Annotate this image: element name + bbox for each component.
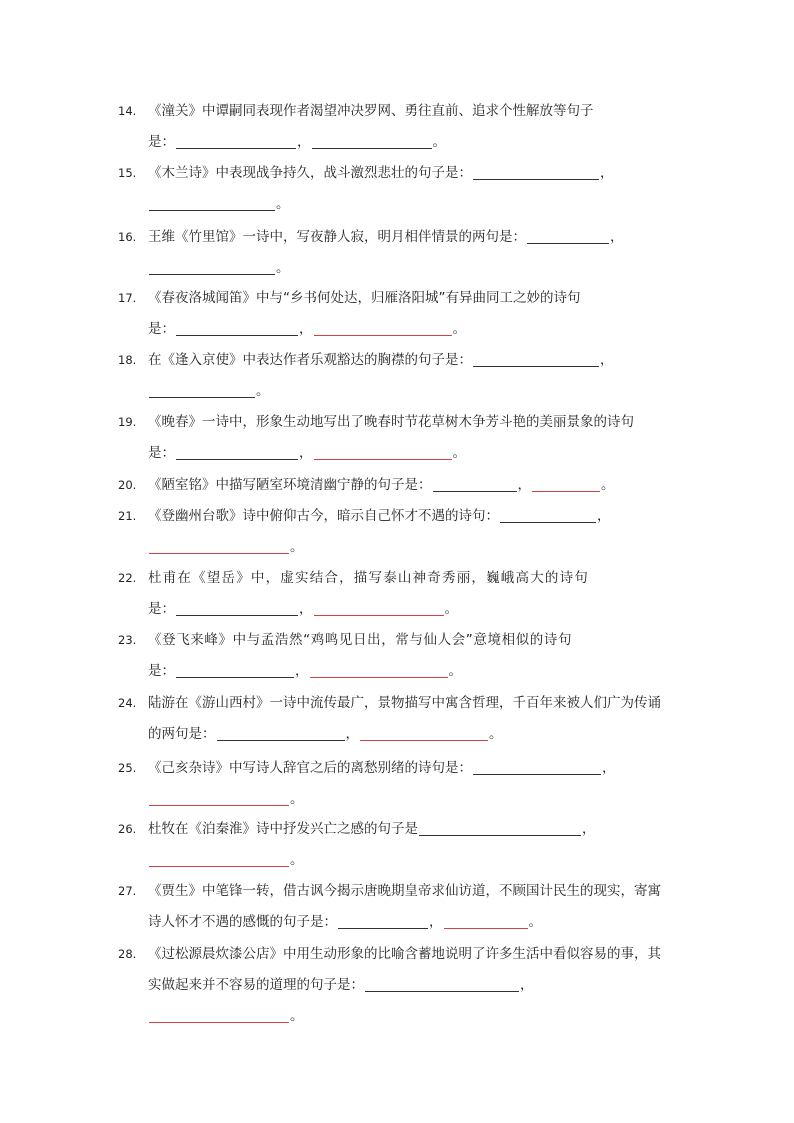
question-text-cont: 是： — [148, 321, 175, 337]
answer-blank[interactable] — [149, 537, 289, 554]
question-text: 杜甫在《望岳》中，虚实结合，描写泰山神奇秀丽，巍峨高大的诗句 — [148, 570, 589, 586]
question-text: 《过松源晨炊漆公店》中用生动形象的比喻含蓄地说明了许多生活中看似容易的事，其 — [148, 946, 661, 962]
terminator: 。 — [452, 445, 466, 461]
question-number: 14. — [118, 104, 137, 118]
answer-blank[interactable] — [149, 850, 289, 867]
terminator: 。 — [601, 477, 615, 493]
answer-blank[interactable] — [314, 443, 452, 460]
question-24 — [118, 688, 678, 750]
question-23 — [118, 625, 678, 687]
question-number: 20. — [118, 478, 137, 492]
separator: ， — [517, 477, 531, 493]
question-17 — [118, 283, 678, 345]
terminator: 。 — [276, 260, 290, 276]
terminator: 。 — [290, 791, 304, 807]
answer-blank[interactable] — [314, 599, 444, 616]
terminator: 。 — [256, 383, 270, 399]
question-number: 15. — [118, 166, 137, 180]
answer-blank[interactable] — [527, 227, 609, 244]
question-text-cont: 是： — [148, 445, 175, 461]
question-14 — [118, 96, 678, 158]
answer-blank[interactable] — [149, 194, 275, 211]
separator: ， — [610, 229, 624, 245]
question-text-cont: 是： — [148, 601, 175, 617]
terminator: 。 — [276, 196, 290, 212]
answer-blank[interactable] — [176, 319, 298, 336]
question-text: 《贾生》中笔锋一转，借古讽今揭示唐晚期皇帝求仙访道，不顾国计民生的现实，寄寓 — [148, 883, 661, 899]
question-text-cont: 是： — [148, 134, 175, 150]
terminator: 。 — [448, 663, 462, 679]
answer-blank[interactable] — [176, 132, 296, 149]
answer-blank[interactable] — [365, 975, 519, 992]
question-16 — [118, 222, 678, 284]
question-number: 28. — [118, 947, 137, 961]
question-number: 25. — [118, 761, 137, 775]
question-text: 在《逢入京使》中表达作者乐观豁达的胸襟的句子是： — [148, 352, 472, 368]
terminator: 。 — [432, 134, 446, 150]
separator: ， — [600, 352, 614, 368]
question-number: 24. — [118, 696, 137, 710]
question-text: 《晚春》一诗中，形象生动地写出了晚春时节花草树木争芳斗艳的美丽景象的诗句 — [148, 414, 634, 430]
answer-blank[interactable] — [473, 758, 601, 775]
terminator: 。 — [452, 321, 466, 337]
separator: ， — [345, 726, 359, 742]
separator: ， — [295, 663, 309, 679]
answer-blank[interactable] — [312, 132, 432, 149]
question-text: 《陋室铭》中描写陋室环境清幽宁静的句子是： — [148, 477, 432, 493]
question-26 — [118, 814, 678, 876]
answer-blank[interactable] — [176, 443, 298, 460]
question-number: 22. — [118, 571, 137, 585]
question-number: 26. — [118, 822, 137, 836]
answer-blank[interactable] — [444, 912, 528, 929]
separator: ， — [429, 914, 443, 930]
answer-blank[interactable] — [176, 661, 294, 678]
question-number: 18. — [118, 353, 137, 367]
question-25 — [118, 753, 678, 815]
separator: ， — [597, 508, 611, 524]
question-text: 《登飞来峰》中与孟浩然“鸡鸣见日出，常与仙人会”意境相似的诗句 — [148, 632, 573, 648]
answer-blank[interactable] — [149, 1006, 289, 1023]
question-22 — [118, 563, 678, 625]
terminator: 。 — [290, 1008, 304, 1024]
separator: ， — [299, 321, 313, 337]
question-number: 21. — [118, 509, 137, 523]
terminator: 。 — [290, 852, 304, 868]
answer-blank[interactable] — [338, 912, 428, 929]
answer-blank[interactable] — [217, 724, 345, 741]
answer-blank[interactable] — [314, 319, 452, 336]
question-text: 《潼关》中谭嗣同表现作者渴望冲决罗网、勇往直前、追求个性解放等句子 — [148, 103, 594, 119]
answer-blank[interactable] — [433, 475, 517, 492]
question-text: 杜牧在《泊秦淮》诗中抒发兴亡之感的句子是 — [148, 821, 418, 837]
answer-blank[interactable] — [149, 258, 275, 275]
question-15 — [118, 158, 678, 220]
question-text-cont: 实做起来并不容易的道理的句子是： — [148, 977, 364, 993]
question-text: 陆游在《游山西村》一诗中流传最广，景物描写中寓含哲理，千百年来被人们广为传诵 — [148, 695, 661, 711]
question-text: 王维《竹里馆》一诗中，写夜静人寂，明月相伴情景的两句是： — [148, 229, 526, 245]
answer-blank[interactable] — [149, 789, 289, 806]
question-18 — [118, 345, 678, 407]
answer-blank[interactable] — [310, 661, 448, 678]
question-text: 《春夜洛城闻笛》中与“乡书何处达，归雁洛阳城”有异曲同工之妙的诗句 — [148, 290, 581, 306]
separator: ， — [297, 134, 311, 150]
separator: ， — [602, 760, 616, 776]
question-text: 《登幽州台歌》诗中俯仰古今，暗示自己怀才不遇的诗句： — [148, 508, 499, 524]
terminator: 。 — [444, 601, 458, 617]
answer-blank[interactable] — [473, 350, 599, 367]
question-number: 23. — [118, 633, 137, 647]
question-28 — [118, 939, 678, 1032]
answer-blank[interactable] — [500, 506, 596, 523]
terminator: 。 — [528, 914, 542, 930]
question-text-cont: 是： — [148, 663, 175, 679]
question-text-cont: 的两句是： — [148, 726, 216, 742]
question-27 — [118, 876, 678, 938]
answer-blank[interactable] — [360, 724, 488, 741]
separator: ， — [299, 445, 313, 461]
question-number: 19. — [118, 415, 137, 429]
separator: ， — [582, 821, 596, 837]
answer-blank[interactable] — [149, 381, 255, 398]
answer-blank[interactable] — [532, 475, 600, 492]
separator: ， — [520, 977, 534, 993]
answer-blank[interactable] — [473, 163, 599, 180]
question-text: 《木兰诗》中表现战争持久，战斗激烈悲壮的句子是： — [148, 165, 472, 181]
separator: ， — [600, 165, 614, 181]
question-text: 《己亥杂诗》中写诗人辞官之后的离愁别绪的诗句是： — [148, 760, 472, 776]
question-text-cont: 诗人怀才不遇的感慨的句子是： — [148, 914, 337, 930]
question-20 — [118, 470, 678, 501]
question-number: 27. — [118, 884, 137, 898]
terminator: 。 — [489, 726, 503, 742]
question-21 — [118, 501, 678, 563]
question-number: 17. — [118, 291, 137, 305]
separator: ， — [299, 601, 313, 617]
terminator: 。 — [290, 539, 304, 555]
answer-blank[interactable] — [176, 599, 298, 616]
question-19 — [118, 407, 678, 469]
question-number: 16. — [118, 230, 137, 244]
answer-blank[interactable] — [419, 819, 581, 836]
